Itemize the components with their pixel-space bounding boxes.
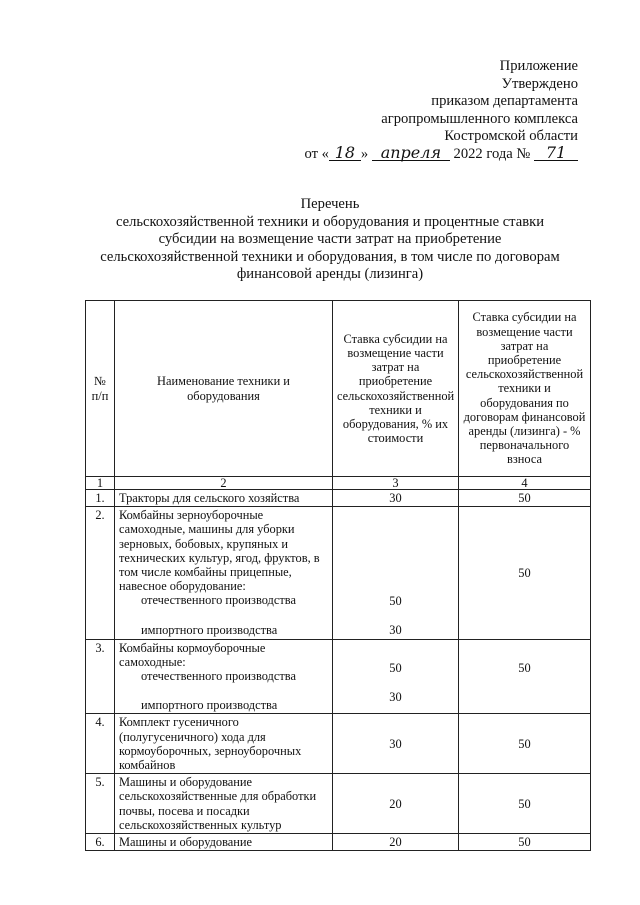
header-name: Наименование техники и оборудования bbox=[115, 301, 333, 477]
table-row bbox=[86, 834, 591, 851]
row-name-cell bbox=[115, 639, 333, 714]
col-number: 4 bbox=[459, 477, 591, 490]
table-row bbox=[86, 490, 591, 507]
date-mid: » bbox=[360, 145, 369, 162]
row-rate: 20 bbox=[333, 774, 459, 834]
handwritten-order-number: 71 bbox=[534, 146, 578, 161]
row-leasing: 50 bbox=[459, 714, 591, 774]
table-row bbox=[86, 714, 591, 774]
table-row bbox=[86, 774, 591, 834]
row-num: 2. bbox=[86, 507, 115, 639]
approval-line: агропромышленного комплекса bbox=[381, 110, 578, 127]
title-line: Перечень bbox=[300, 196, 360, 212]
col-number: 2 bbox=[115, 477, 333, 490]
row-subitem: импортного производства bbox=[141, 622, 278, 637]
row-leasing: 50 bbox=[459, 490, 591, 507]
row-subitem: импортного производства bbox=[141, 698, 278, 713]
table-row bbox=[86, 639, 591, 714]
row-leasing: 50 bbox=[518, 565, 531, 580]
date-prefix: от « bbox=[304, 145, 329, 162]
header-rate-purchase: Ставка субсидии на возмещение части затрат на приобретение сельскохозяйственной техники и оборудования, % их стоимости bbox=[333, 301, 459, 477]
row-rate: 30 bbox=[389, 689, 402, 704]
subsidy-table bbox=[85, 300, 591, 851]
handwritten-day: 18 bbox=[329, 146, 361, 161]
row-leasing-cell bbox=[459, 507, 591, 639]
row-name: Комбайны зерноуборочные самоходные, машины для уборки зерновых, бобовых, крупяных и технических культур, ягод, фруктов, в том числе комбайны прицепные, навесное оборудование: bbox=[119, 508, 320, 594]
row-leasing: 50 bbox=[459, 834, 591, 851]
row-name: Машины и оборудование bbox=[115, 834, 333, 851]
row-subitem: отечественного производства bbox=[141, 593, 296, 608]
approval-line: Утверждено bbox=[501, 75, 578, 92]
row-rate: 30 bbox=[389, 623, 402, 638]
row-name-cell bbox=[115, 507, 333, 639]
row-rate: 50 bbox=[389, 594, 402, 609]
row-rate: 20 bbox=[333, 834, 459, 851]
row-leasing: 50 bbox=[459, 774, 591, 834]
row-num: 1. bbox=[86, 490, 115, 507]
title-line: финансовой аренды (лизинга) bbox=[236, 266, 424, 283]
row-name: Комбайны кормоуборочные самоходные: bbox=[119, 640, 266, 669]
row-rate: 30 bbox=[333, 714, 459, 774]
approval-line: Приложение bbox=[499, 58, 578, 74]
row-name: Машины и оборудование сельскохозяйственные для обработки почвы, посева и посадки сельскохозяйственных культур bbox=[115, 774, 333, 834]
row-name: Комплект гусеничного (полугусеничного) хода для кормоуборочных, зерноуборочных комбайнов bbox=[115, 714, 333, 774]
row-rate-cell bbox=[333, 507, 459, 639]
header-row bbox=[86, 301, 591, 477]
row-rate: 30 bbox=[333, 490, 459, 507]
approval-line: Костромской области bbox=[444, 128, 578, 144]
row-rate-cell bbox=[333, 639, 459, 714]
title-line: сельскохозяйственной техники и оборудования, в том числе по договорам bbox=[100, 248, 560, 265]
row-rate: 50 bbox=[389, 660, 402, 675]
row-subitem: отечественного производства bbox=[141, 669, 296, 684]
row-num: 4. bbox=[86, 714, 115, 774]
approval-block bbox=[304, 58, 578, 163]
title-line: субсидии на возмещение части затрат на приобретение bbox=[158, 231, 502, 248]
col-number: 3 bbox=[333, 477, 459, 490]
row-num: 5. bbox=[86, 774, 115, 834]
approval-date-line bbox=[304, 142, 578, 164]
document-title bbox=[70, 196, 590, 284]
handwritten-month: апреля bbox=[372, 146, 450, 161]
year-text: 2022 года № bbox=[453, 145, 531, 162]
column-number-row bbox=[86, 477, 591, 490]
header-rate-leasing: Ставка субсидии на возмещение части затрат на приобретение сельскохозяйственной техники и оборудования по договорам финансовой аренды (лизинга) - % первоначального взноса bbox=[459, 301, 591, 477]
row-leasing: 50 bbox=[518, 660, 531, 675]
row-num: 3. bbox=[86, 639, 115, 714]
title-line: сельскохозяйственной техники и оборудования и процентные ставки bbox=[115, 213, 544, 230]
header-num: № п/п bbox=[86, 301, 115, 477]
table-row bbox=[86, 507, 591, 639]
col-number: 1 bbox=[86, 477, 115, 490]
row-num: 6. bbox=[86, 834, 115, 851]
row-name: Тракторы для сельского хозяйства bbox=[115, 490, 333, 507]
row-leasing-cell bbox=[459, 639, 591, 714]
approval-line: приказом департамента bbox=[431, 93, 578, 109]
